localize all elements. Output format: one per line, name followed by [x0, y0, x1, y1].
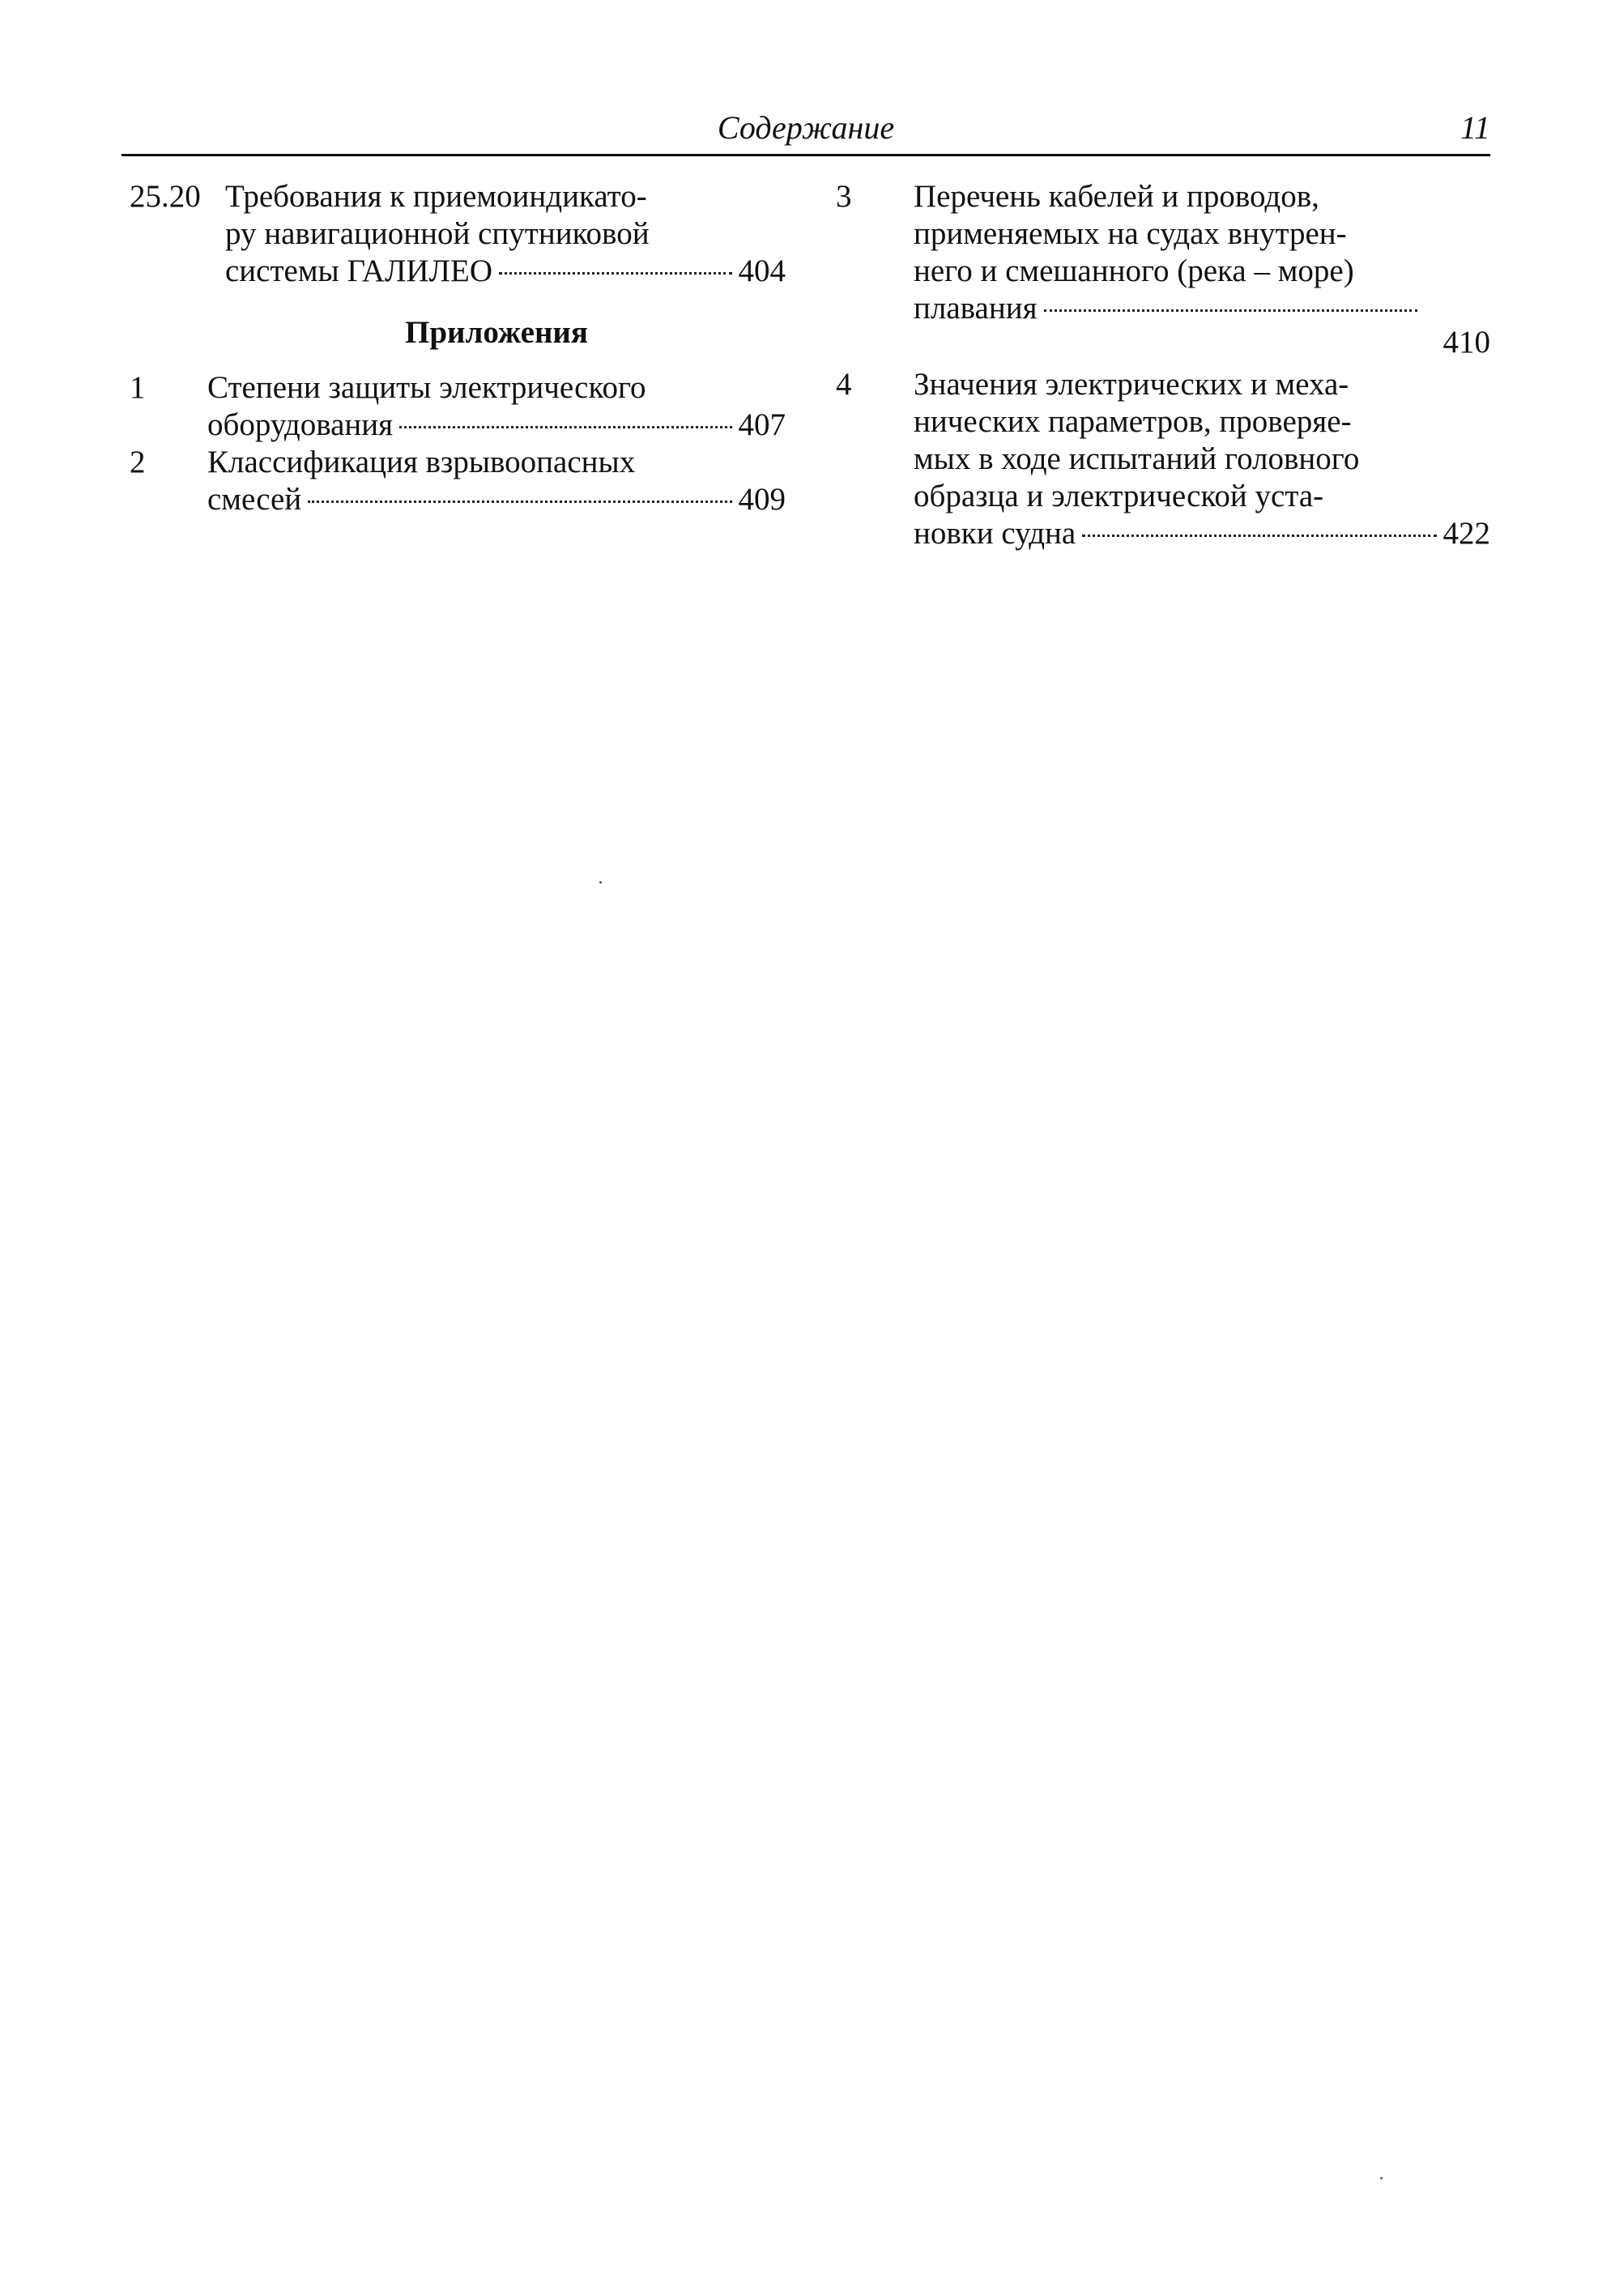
toc-entry-leader-line: [914, 515, 1490, 552]
toc-entry-number: 2: [130, 445, 146, 479]
toc-entry-page: 410: [1442, 325, 1490, 360]
page-number: 11: [1460, 109, 1490, 146]
toc-entry-text-line: мых в ходе испытаний головного: [914, 441, 1360, 476]
toc-entry-text-line: Перечень кабелей и проводов,: [914, 179, 1319, 214]
toc-entry-number: 1: [130, 370, 146, 405]
toc-entry-text-line: оборудования: [207, 407, 394, 442]
toc-entry-appendix-2[interactable]: [130, 444, 786, 518]
running-head-title: Содержание: [717, 109, 895, 146]
toc-entry-appendix-4[interactable]: [826, 366, 1490, 552]
toc-entry-leader-line: [207, 407, 786, 444]
toc-entry-number: 3: [836, 179, 852, 214]
toc-entry-text-line: образца и электрической уста-: [914, 479, 1324, 513]
dot-leader: [499, 272, 732, 275]
toc-entry-appendix-3[interactable]: [826, 178, 1490, 361]
toc-entry-text-line: ру навигационной спутниковой: [225, 216, 650, 251]
toc-entry-text-line: Требования к приемоиндикато-: [225, 179, 647, 214]
dot-leader: [1082, 535, 1436, 537]
toc-entry-text-line: смесей: [207, 482, 302, 517]
toc-entry-appendix-1[interactable]: [130, 369, 786, 444]
toc-entry-text-line: нических параметров, проверяе-: [914, 404, 1352, 439]
toc-entry-text-line: Степени защиты электрического: [207, 370, 646, 405]
scan-speck: [599, 881, 602, 884]
toc-entry-leader-line: [207, 481, 786, 518]
toc-entry-leader-line: [225, 253, 786, 290]
dot-leader: [399, 426, 731, 428]
toc-entry-page: 409: [738, 482, 786, 517]
running-head: [121, 104, 1490, 156]
toc-entry-text-line: Значения электрических и меха-: [914, 367, 1349, 402]
toc-entry-text-line: новки судна: [914, 516, 1076, 551]
dot-leader: [1044, 309, 1417, 312]
toc-entry-25-20[interactable]: [130, 178, 786, 290]
toc-entry-text-line: применяемых на судах внутрен-: [914, 216, 1347, 251]
toc-right-column: [826, 178, 1490, 552]
toc-entry-number: 25.20: [130, 179, 201, 214]
toc-entry-number: 4: [836, 367, 852, 402]
section-heading-appendices: Приложения: [404, 315, 589, 350]
toc-entry-leader-line: [914, 290, 1424, 327]
toc-entry-page: 404: [738, 253, 786, 288]
toc-entry-text-line: системы ГАЛИЛЕО: [225, 253, 492, 288]
toc-entry-text-line: плавания: [914, 291, 1038, 326]
toc-entry-text-line: него и смешанного (река – море): [914, 253, 1354, 288]
dot-leader: [308, 501, 731, 503]
toc-entry-page: 407: [738, 407, 786, 442]
toc-entry-page: 422: [1442, 516, 1490, 551]
toc-entry-text-line: Классификация взрывоопасных: [207, 445, 636, 479]
scan-speck: [1380, 2177, 1383, 2179]
toc-left-column: [130, 178, 786, 518]
